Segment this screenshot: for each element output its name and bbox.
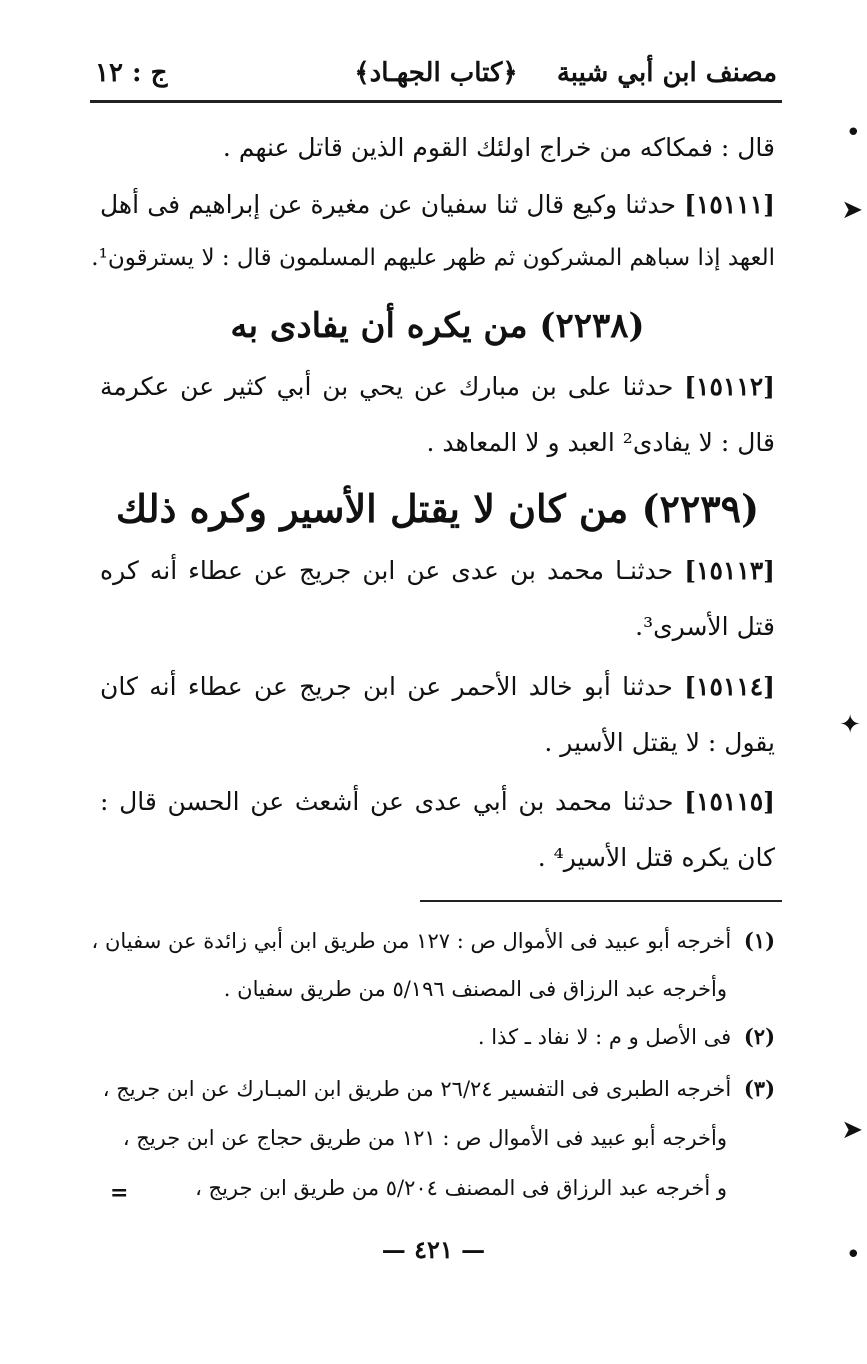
hadith-number: [١٥١١٣] xyxy=(684,556,776,585)
margin-arrow-icon: ➤ xyxy=(841,195,863,225)
hadith-text: حدثنا وكيع قال ثنا سفيان عن مغيرة عن إبراهيم فى أهل xyxy=(100,190,676,219)
hadith-continuation: قال : لا يفادى² العبد و لا المعاهد . xyxy=(426,428,775,457)
hadith-text: حدثنا على بن مبارك عن يحي بن أبي كثير عن عكرمة xyxy=(100,372,674,401)
page-header xyxy=(95,52,777,96)
footnote-marker: (٣) xyxy=(743,1076,775,1101)
section-heading: (٢٢٣٨) من يكره أن يفادى به xyxy=(230,306,645,346)
footnote-marker: (١) xyxy=(743,928,775,953)
hadith-15114 xyxy=(100,672,775,701)
hadith-15112 xyxy=(100,372,775,401)
hadith-number: [١٥١١٥] xyxy=(684,787,775,816)
footnote-text: أخرجه أبو عبيد فى الأموال ص : ١٢٧ من طريق ابن أبي زائدة عن سفيان ، xyxy=(91,929,732,953)
hadith-15113 xyxy=(100,556,775,585)
hadith-15111 xyxy=(100,190,775,219)
book-title: مصنف ابن أبي شيبة xyxy=(556,58,777,88)
hadith-number: [١٥١١٢] xyxy=(684,372,775,401)
hadith-number: [١٥١١١] xyxy=(684,190,775,219)
margin-arrow-icon: ✦ xyxy=(839,710,861,740)
hadith-text: حدثنا محمد بن أبي عدى عن أشعث عن الحسن قال : xyxy=(100,787,674,816)
hadith-continuation: العهد إذا سباهم المشركون ثم ظهر عليهم المسلمون قال : لا يسترقون¹. xyxy=(91,245,775,271)
hadith-continuation: قتل الأسرى³. xyxy=(635,612,775,641)
footnote-text: فى الأصل و م : لا نفاد ـ كذا . xyxy=(477,1025,732,1049)
section-heading: (٢٢٣٩) من كان لا يقتل الأسير وكره ذلك xyxy=(115,486,760,531)
margin-dot-icon: • xyxy=(845,1240,861,1270)
volume-number: ج : ١٢ xyxy=(95,58,168,88)
continued-mark: = xyxy=(110,1180,129,1206)
hadith-number: [١٥١١٤] xyxy=(684,672,775,701)
hadith-continuation: كان يكره قتل الأسير⁴ . xyxy=(537,843,775,872)
footnote-rule xyxy=(420,900,782,902)
footnote-text: أخرجه الطبرى فى التفسير ٢٦/٢٤ من طريق ابن المبـارك عن ابن جريج ، xyxy=(102,1077,732,1101)
header-rule xyxy=(90,100,782,103)
hadith-15115 xyxy=(100,787,775,816)
page-number: — ٤٢١ — xyxy=(381,1235,486,1264)
chapter-title: ﴿كتاب الجهـاد﴾ xyxy=(354,58,518,88)
footnote-1 xyxy=(91,928,775,953)
footnote-3-continuation: وأخرجه أبو عبيد فى الأموال ص : ١٢١ من طريق حجاج عن ابن جريج ، xyxy=(122,1126,727,1150)
hadith-text: حدثنا أبو خالد الأحمر عن ابن جريج عن عطاء أنه كان xyxy=(100,672,673,701)
hadith-text: حدثنـا محمد بن عدى عن ابن جريج عن عطاء أنه كره xyxy=(100,556,674,585)
footnote-3 xyxy=(100,1076,775,1101)
text-line: قال : فمكاكه من خراج اولئك القوم الذين قاتل عنهم . xyxy=(222,133,775,162)
footnote-3-continuation: و أخرجه عبد الرزاق فى المصنف ٥/٢٠٤ من طريق ابن جريج ، xyxy=(195,1176,727,1200)
footnote-1-continuation: وأخرجه عبد الرزاق فى المصنف ٥/١٩٦ من طريق سفيان . xyxy=(223,977,727,1001)
hadith-continuation: يقول : لا يقتل الأسير . xyxy=(544,728,775,757)
footnote-marker: (٢) xyxy=(743,1024,775,1049)
margin-arrow-icon: ➤ xyxy=(841,1115,863,1145)
footnote-2 xyxy=(100,1024,775,1049)
margin-dot-icon: • xyxy=(845,118,861,148)
